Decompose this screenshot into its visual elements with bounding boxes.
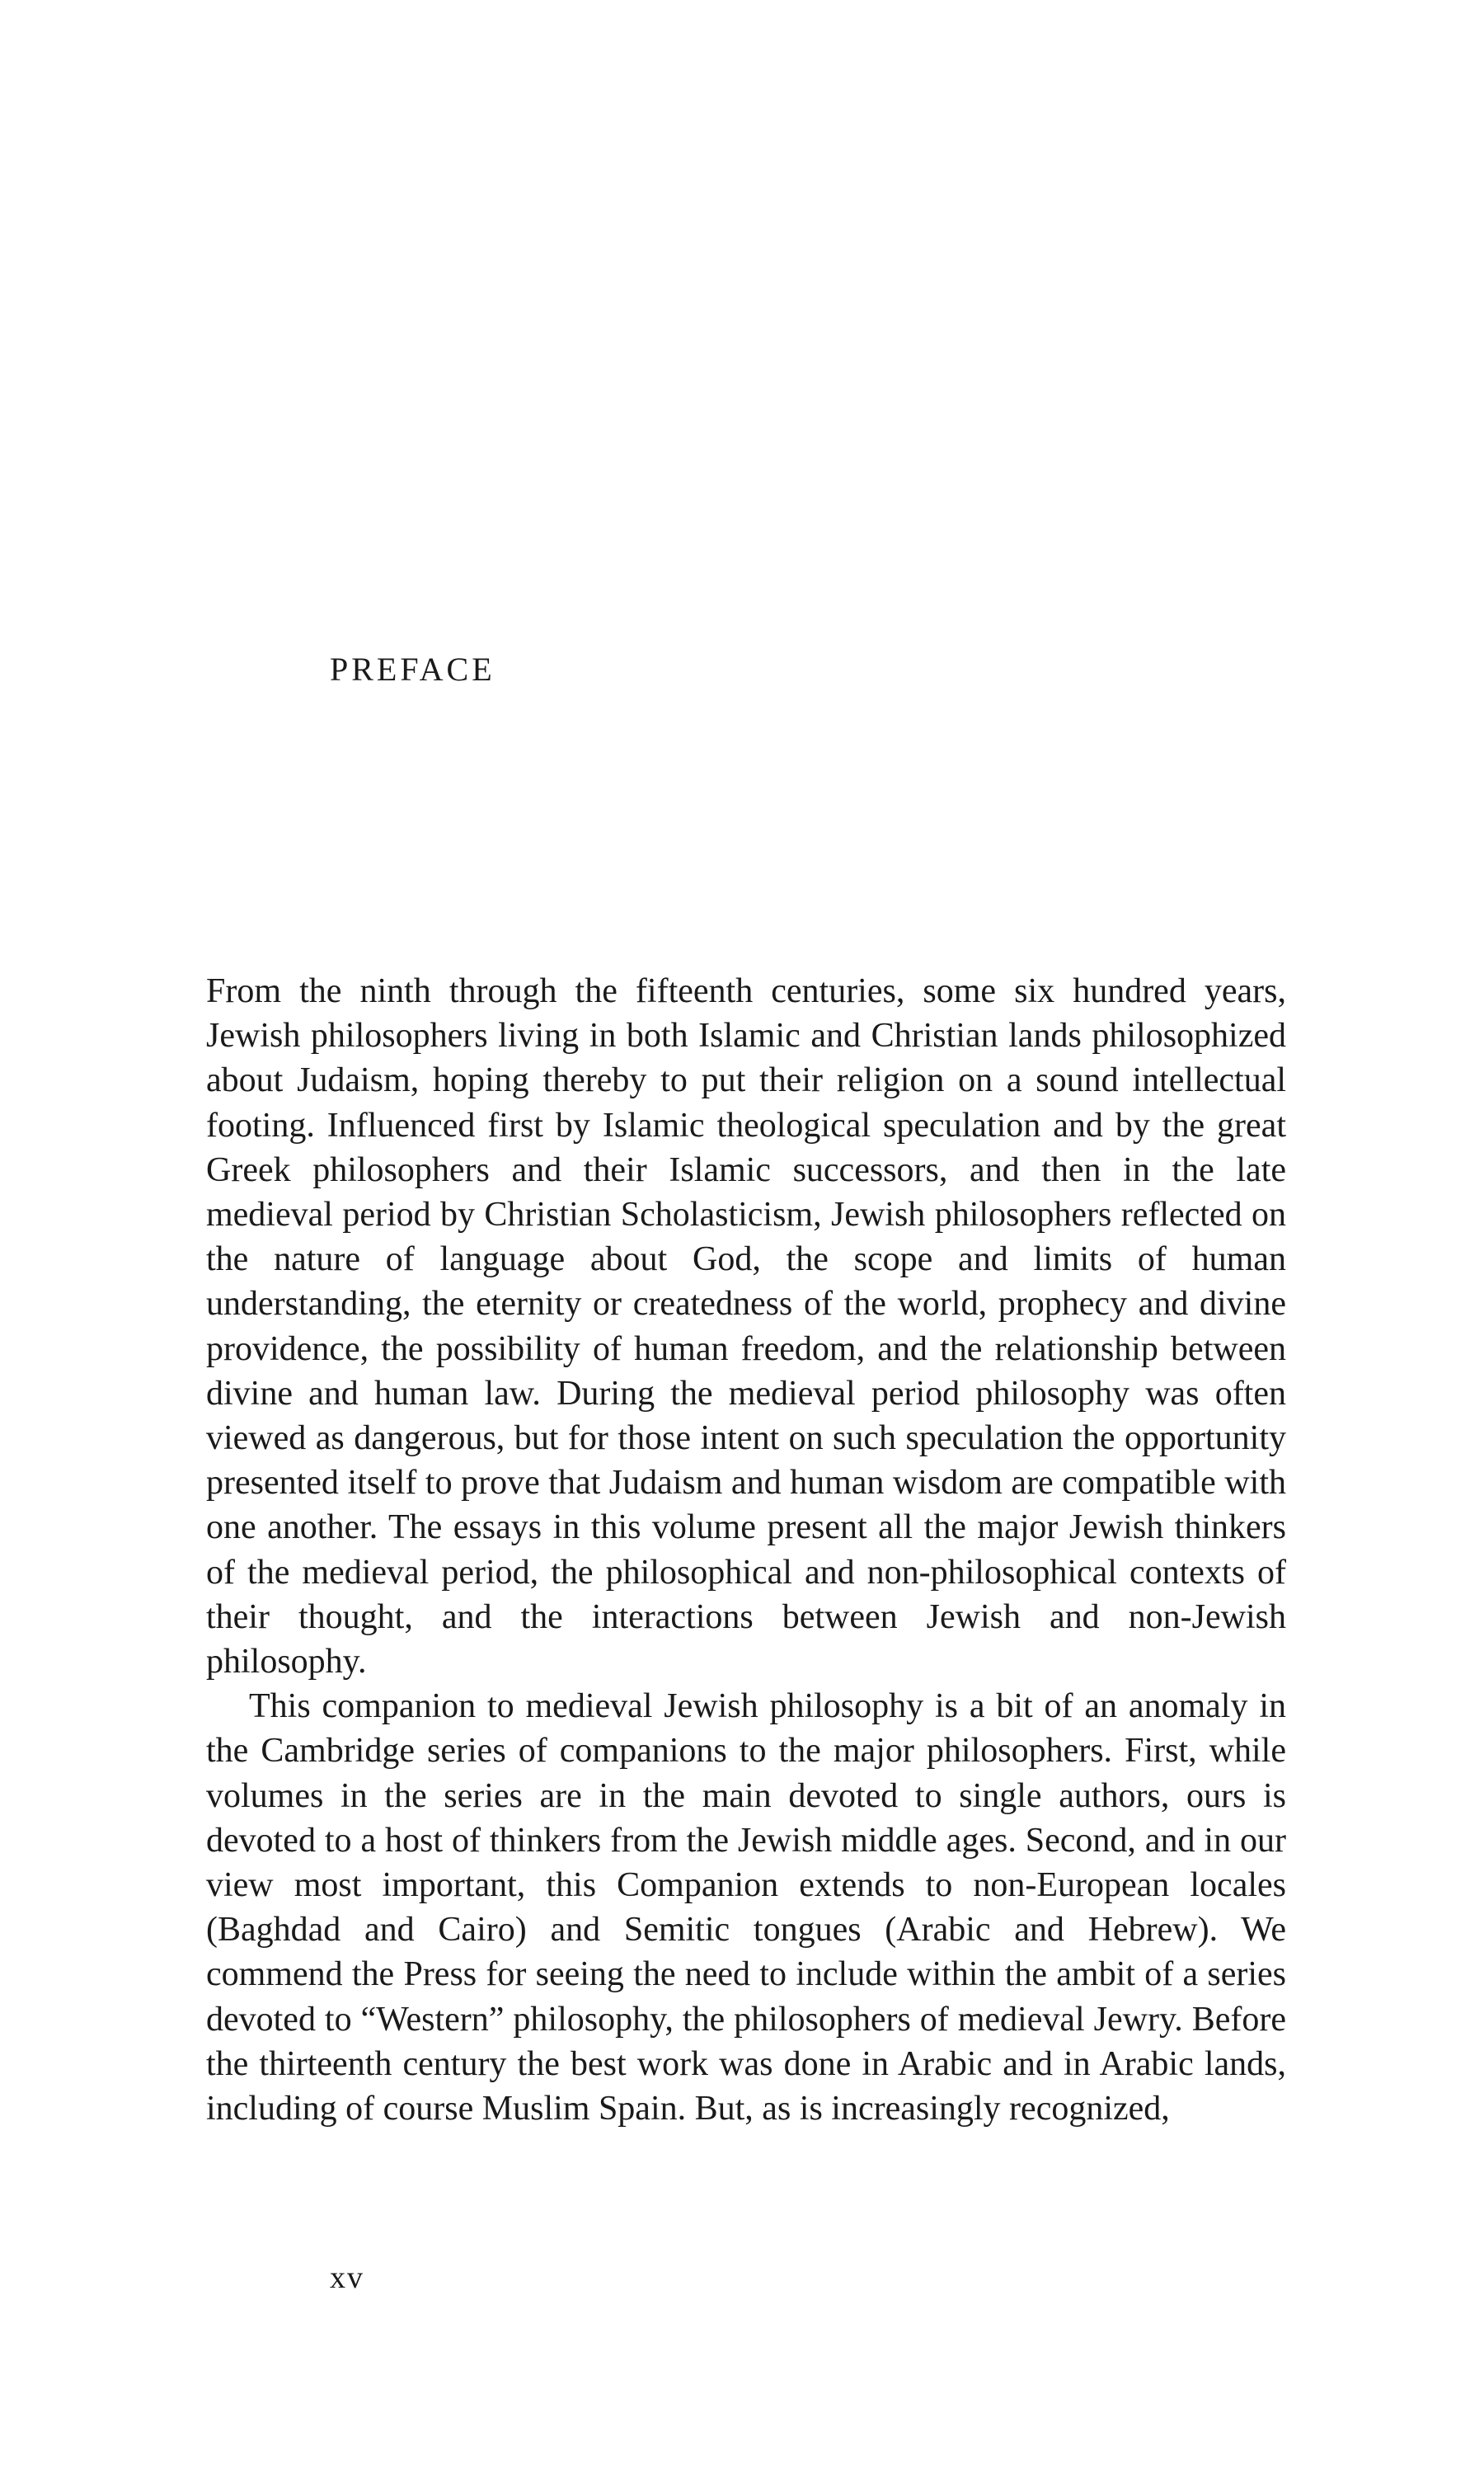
paragraph-2: This companion to medieval Jewish philosophy is a bit of an anomaly in the Cambridge series of companions to the major philosophers. First, while volumes in the series are in the main devoted to single authors, ours is devoted to a host of thinkers from the Jewish middle ages. Second, and in our view most important, this Companion extends to non-European locales (Baghdad and Cairo) and Semitic tongues (Arabic and Hebrew). We commend the Press for seeing the need to include within the ambit of a series devoted to “Western” philosophy, the philosophers of medieval Jewry. Before the thirteenth century the best work was done in Arabic and in Arabic lands, including of course Muslim Spain. But, as is increasingly recognized,: [206, 1687, 1286, 2128]
page-heading: PREFACE: [330, 651, 495, 688]
body-text: [206, 969, 1286, 2131]
paragraph-1: From the ninth through the fifteenth centuries, some six hundred years, Jewish philosophers living in both Islamic and Christian lands philosophized about Judaism, hoping thereby to put their religion on a sound intellectual footing. Influenced first by Islamic theological speculation and by the great Greek philosophers and their Islamic successors, and then in the late medieval period by Christian Scholasticism, Jewish philosophers reflected on the nature of language about God, the scope and limits of human understanding, the eternity or createdness of the world, prophecy and divine providence, the possibility of human freedom, and the relationship between divine and human law. During the medieval period philosophy was often viewed as dangerous, but for those intent on such speculation the opportunity presented itself to prove that Judaism and human wisdom are compatible with one another. The essays in this volume present all the major Jewish thinkers of the medieval period, the philosophical and non-philosophical contexts of their thought, and the interactions between Jewish and non-Jewish philosophy.: [206, 972, 1286, 1681]
page-number: xv: [330, 2260, 364, 2295]
